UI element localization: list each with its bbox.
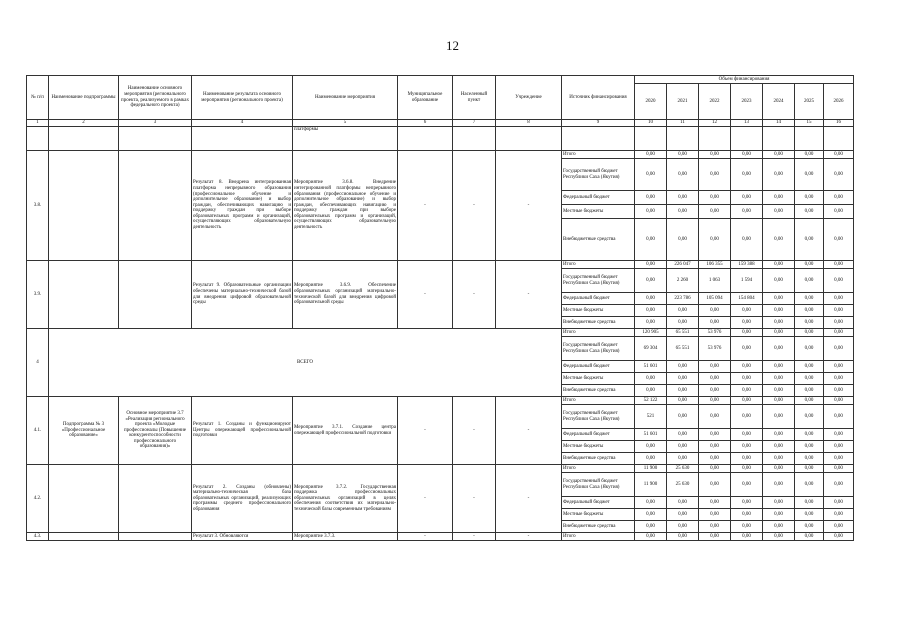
source-cell: Федеральный бюджет <box>562 361 635 373</box>
value-cell: 0,00 <box>795 385 824 397</box>
value-cell: 0,00 <box>699 305 731 317</box>
dash-cell: - <box>496 151 562 261</box>
subprogram-cell <box>49 261 119 329</box>
column-number: 15 <box>795 120 824 127</box>
value-cell: 0,00 <box>731 465 763 473</box>
row-number: 4.3. <box>27 533 49 541</box>
source-cell: Местные бюджеты <box>562 305 635 317</box>
value-cell: 0,00 <box>699 159 731 191</box>
source-cell: Внебюджетные средства <box>562 521 635 533</box>
value-cell: 0,00 <box>699 317 731 329</box>
value-cell: 0,00 <box>763 373 795 385</box>
value-cell: 0,00 <box>824 361 854 373</box>
value-cell: 0,00 <box>699 473 731 497</box>
value-cell: 0,00 <box>795 405 824 429</box>
value-cell: 521 <box>635 405 667 429</box>
value-cell: 0,00 <box>667 429 699 441</box>
event-text: Мероприятие 3.6.8. Внедрение интегрированной платформы непрерывного образования (профессиональное обучение и дополнительное образование) и выбор граждан, обеспечивающих навигацию и поддержку граждан при выборе образовательных программ и организаций, осуществляющих образовательную деятельность <box>293 151 398 261</box>
value-cell: 0,00 <box>731 373 763 385</box>
dash-cell: - <box>398 397 453 465</box>
value-cell: 53 976 <box>699 329 731 337</box>
carry-over-text: платформы <box>293 127 398 151</box>
source-cell: Итого <box>562 151 635 159</box>
value-cell: 0,00 <box>635 305 667 317</box>
source-cell: Государственный бюджет Республики Саха (Якутия) <box>562 269 635 293</box>
value-cell: 0,00 <box>731 429 763 441</box>
value-cell: 0,00 <box>635 151 667 159</box>
source-cell: Местные бюджеты <box>562 205 635 219</box>
value-cell: 0,00 <box>635 497 667 509</box>
value-cell: 0,00 <box>795 219 824 261</box>
value-cell: 52 122 <box>635 397 667 405</box>
column-number: 7 <box>453 120 496 127</box>
value-cell: 0,00 <box>824 429 854 441</box>
value-cell: 0,00 <box>763 317 795 329</box>
total-label: ВСЕГО <box>49 329 562 397</box>
value-cell: 1 063 <box>699 269 731 293</box>
value-cell: 0,00 <box>795 397 824 405</box>
value-cell: 0,00 <box>824 151 854 159</box>
value-cell: 0,00 <box>667 205 699 219</box>
column-number: 14 <box>763 120 795 127</box>
value-cell: 0,00 <box>731 453 763 465</box>
value-cell: 0,00 <box>699 497 731 509</box>
value-cell: 0,00 <box>635 317 667 329</box>
value-cell: 154 804 <box>731 293 763 305</box>
value-cell: 0,00 <box>699 465 731 473</box>
column-number: 6 <box>398 120 453 127</box>
value-cell: 0,00 <box>667 361 699 373</box>
value-cell: 0,00 <box>763 385 795 397</box>
value-cell: 0,00 <box>795 337 824 361</box>
row-number: 4 <box>27 329 49 397</box>
value-cell: 0,00 <box>699 205 731 219</box>
value-cell: 0,00 <box>667 405 699 429</box>
header-funding: Объем финансирования <box>635 76 854 84</box>
value-cell: 0,00 <box>731 405 763 429</box>
column-number: 12 <box>699 120 731 127</box>
source-cell: Федеральный бюджет <box>562 497 635 509</box>
value-cell: 0,00 <box>795 293 824 305</box>
value-cell: 0,00 <box>795 151 824 159</box>
dash-cell: - <box>496 397 562 465</box>
value-cell: 0,00 <box>795 317 824 329</box>
value-cell: 0,00 <box>699 361 731 373</box>
value-cell: 0,00 <box>635 509 667 521</box>
value-cell: 0,00 <box>824 305 854 317</box>
value-cell: 0,00 <box>731 473 763 497</box>
column-number: 11 <box>667 120 699 127</box>
value-cell: 0,00 <box>824 159 854 191</box>
value-cell: 0,00 <box>824 293 854 305</box>
value-cell: 0,00 <box>824 521 854 533</box>
dash-cell: - <box>453 397 496 465</box>
dash-cell: - <box>453 465 496 533</box>
subprogram-cell <box>49 465 119 533</box>
value-cell: 0,00 <box>699 373 731 385</box>
value-cell: 105 094 <box>699 293 731 305</box>
dash-cell: - <box>398 465 453 533</box>
value-cell: 0,00 <box>635 373 667 385</box>
value-cell: 0,00 <box>795 465 824 473</box>
value-cell: 0,00 <box>667 305 699 317</box>
column-number: 13 <box>731 120 763 127</box>
value-cell: 0,00 <box>763 159 795 191</box>
value-cell: 25 630 <box>667 465 699 473</box>
value-cell: 0,00 <box>763 361 795 373</box>
column-number: 1 <box>27 120 49 127</box>
subprogram-cell: Подпрограмма № 3 «Профессиональное образование» <box>49 397 119 465</box>
value-cell: 0,00 <box>731 533 763 541</box>
value-cell: 0,00 <box>763 269 795 293</box>
dash-cell: - <box>496 261 562 329</box>
value-cell: 0,00 <box>795 441 824 453</box>
value-cell: 0,00 <box>667 317 699 329</box>
value-cell: 0,00 <box>699 151 731 159</box>
table-row <box>27 151 854 159</box>
value-cell: 0,00 <box>795 159 824 191</box>
value-cell: 11 900 <box>635 473 667 497</box>
value-cell: 0,00 <box>763 305 795 317</box>
value-cell: 0,00 <box>699 509 731 521</box>
value-cell: 0,00 <box>731 317 763 329</box>
value-cell: 0,00 <box>667 159 699 191</box>
value-cell: 0,00 <box>699 521 731 533</box>
header-year-2025: 2025 <box>795 84 824 120</box>
column-number: 9 <box>562 120 635 127</box>
value-cell: 0,00 <box>763 397 795 405</box>
value-cell: 0,00 <box>731 305 763 317</box>
value-cell: 0,00 <box>667 385 699 397</box>
value-cell: 0,00 <box>731 497 763 509</box>
dash-cell: - <box>398 533 453 541</box>
value-cell: 0,00 <box>763 441 795 453</box>
value-cell: 0,00 <box>667 151 699 159</box>
source-cell: Внебюджетные средства <box>562 385 635 397</box>
source-cell: Федеральный бюджет <box>562 293 635 305</box>
value-cell: 0,00 <box>635 293 667 305</box>
value-cell: 0,00 <box>667 497 699 509</box>
row-number: 3.9. <box>27 261 49 329</box>
source-cell: Государственный бюджет Республики Саха (Якутия) <box>562 405 635 429</box>
value-cell: 120 905 <box>635 329 667 337</box>
header-source: Источник финансирования <box>562 76 635 120</box>
value-cell: 0,00 <box>824 385 854 397</box>
header-event: Наименование мероприятия <box>293 76 398 120</box>
dash-cell: - <box>496 465 562 533</box>
value-cell: 0,00 <box>824 269 854 293</box>
dash-cell: - <box>453 533 496 541</box>
value-cell: 0,00 <box>763 533 795 541</box>
header-main-event: Наименование основного мероприятия (регионального проекта, реализуемого в рамках федерального проекта) <box>119 76 192 120</box>
value-cell: 0,00 <box>731 329 763 337</box>
source-cell: Федеральный бюджет <box>562 429 635 441</box>
value-cell: 0,00 <box>824 533 854 541</box>
value-cell: 69 304 <box>635 337 667 361</box>
value-cell: 2 260 <box>667 269 699 293</box>
value-cell: 0,00 <box>635 521 667 533</box>
value-cell: 0,00 <box>667 397 699 405</box>
value-cell: 0,00 <box>635 533 667 541</box>
header-year-2026: 2026 <box>824 84 854 120</box>
source-cell: Федеральный бюджет <box>562 191 635 205</box>
main-event-cell <box>119 151 192 261</box>
result-text: Результат 8. Внедрена интегрированная платформа непрерывного образования (профессиональное обучение и дополнительное образование) и выбор граждан, обеспечивающих навигацию и поддержку граждан при выборе образовательных программ и организаций, осуществляющих образовательную деятельность <box>192 151 293 261</box>
event-text: Мероприятие 3.7.1. Создание центра опережающей профессиональной подготовки <box>293 397 398 465</box>
value-cell: 0,00 <box>795 191 824 205</box>
value-cell: 0,00 <box>699 385 731 397</box>
source-cell: Государственный бюджет Республики Саха (Якутия) <box>562 337 635 361</box>
value-cell: 0,00 <box>824 329 854 337</box>
source-cell: Внебюджетные средства <box>562 219 635 261</box>
value-cell: 0,00 <box>667 191 699 205</box>
value-cell: 51 601 <box>635 429 667 441</box>
value-cell: 0,00 <box>699 441 731 453</box>
value-cell: 159 388 <box>731 261 763 269</box>
value-cell: 0,00 <box>824 373 854 385</box>
value-cell: 0,00 <box>635 385 667 397</box>
value-cell: 223 786 <box>667 293 699 305</box>
value-cell: 0,00 <box>731 191 763 205</box>
value-cell: 65 551 <box>667 329 699 337</box>
dash-cell: - <box>398 261 453 329</box>
value-cell: 53 976 <box>699 337 731 361</box>
source-cell: Итого <box>562 533 635 541</box>
event-text: Мероприятие 3.7.3. <box>293 533 398 541</box>
value-cell: 0,00 <box>795 373 824 385</box>
source-cell: Местные бюджеты <box>562 441 635 453</box>
value-cell: 0,00 <box>795 533 824 541</box>
column-number: 3 <box>119 120 192 127</box>
value-cell: 0,00 <box>795 497 824 509</box>
event-text: Мероприятие 3.7.2. Государственная поддержка профессиональных образовательных организаций в целях обеспечения соответствия их материально-технической базы современным требованиям <box>293 465 398 533</box>
result-text: Результат 1. Созданы и функционируют Центры опережающей профессиональной подготовки <box>192 397 293 465</box>
source-cell: Итого <box>562 329 635 337</box>
financing-table <box>26 75 854 541</box>
value-cell: 0,00 <box>635 219 667 261</box>
row-number: 4.1. <box>27 397 49 465</box>
value-cell: 0,00 <box>667 521 699 533</box>
value-cell: 0,00 <box>731 521 763 533</box>
value-cell: 0,00 <box>763 429 795 441</box>
header-result: Наименование результата основного мероприятия (регионального проекта) <box>192 76 293 120</box>
value-cell: 0,00 <box>731 159 763 191</box>
header-year-2020: 2020 <box>635 84 667 120</box>
column-number: 5 <box>293 120 398 127</box>
value-cell: 0,00 <box>635 205 667 219</box>
row-number: 4.2. <box>27 465 49 533</box>
value-cell: 0,00 <box>795 361 824 373</box>
value-cell: 25 630 <box>667 473 699 497</box>
value-cell: 0,00 <box>795 473 824 497</box>
value-cell: 0,00 <box>824 453 854 465</box>
page-number: 12 <box>446 38 459 53</box>
value-cell: 0,00 <box>763 509 795 521</box>
value-cell: 0,00 <box>795 453 824 465</box>
value-cell: 0,00 <box>763 329 795 337</box>
value-cell: 0,00 <box>795 509 824 521</box>
value-cell: 0,00 <box>635 159 667 191</box>
dash-cell: - <box>453 151 496 261</box>
source-cell: Местные бюджеты <box>562 509 635 521</box>
column-number: 4 <box>192 120 293 127</box>
result-text: Результат 3. Обновляются <box>192 533 293 541</box>
value-cell: 0,00 <box>795 329 824 337</box>
value-cell: 0,00 <box>731 205 763 219</box>
value-cell: 0,00 <box>635 441 667 453</box>
value-cell: 0,00 <box>763 405 795 429</box>
dash-cell: - <box>398 151 453 261</box>
value-cell: 0,00 <box>635 261 667 269</box>
value-cell: 0,00 <box>635 453 667 465</box>
value-cell: 0,00 <box>731 385 763 397</box>
result-text: Результат 9. Образовательные организации обеспечены материально-технической базой для внедрения цифровой образовательной среды <box>192 261 293 329</box>
value-cell: 0,00 <box>795 305 824 317</box>
table-row <box>27 261 854 269</box>
value-cell: 0,00 <box>824 497 854 509</box>
value-cell: 11 900 <box>635 465 667 473</box>
value-cell: 0,00 <box>795 205 824 219</box>
value-cell: 0,00 <box>699 219 731 261</box>
value-cell: 0,00 <box>667 533 699 541</box>
column-number: 10 <box>635 120 667 127</box>
value-cell: 0,00 <box>763 293 795 305</box>
value-cell: 0,00 <box>699 397 731 405</box>
value-cell: 0,00 <box>699 453 731 465</box>
dash-cell: - <box>453 261 496 329</box>
value-cell: 0,00 <box>699 533 731 541</box>
header-subprogram: Наименование подпрограммы <box>49 76 119 120</box>
value-cell: 0,00 <box>731 441 763 453</box>
value-cell: 0,00 <box>824 509 854 521</box>
column-number: 8 <box>496 120 562 127</box>
result-text: Результат 2. Созданы (обновлены) материально-техническая база образовательных организаций, реализующих программы среднего профессионального образования <box>192 465 293 533</box>
value-cell: 0,00 <box>763 337 795 361</box>
value-cell: 0,00 <box>824 219 854 261</box>
value-cell: 0,00 <box>763 473 795 497</box>
value-cell: 0,00 <box>667 373 699 385</box>
dash-cell: - <box>496 533 562 541</box>
value-cell: 0,00 <box>667 453 699 465</box>
value-cell: 51 601 <box>635 361 667 373</box>
value-cell: 0,00 <box>763 219 795 261</box>
table-row <box>27 533 854 541</box>
value-cell: 0,00 <box>795 429 824 441</box>
table-row <box>27 397 854 405</box>
source-cell: Итого <box>562 465 635 473</box>
header-year-2022: 2022 <box>699 84 731 120</box>
value-cell: 0,00 <box>824 261 854 269</box>
value-cell: 1 594 <box>731 269 763 293</box>
value-cell: 0,00 <box>824 473 854 497</box>
value-cell: 0,00 <box>667 219 699 261</box>
value-cell: 0,00 <box>699 429 731 441</box>
value-cell: 0,00 <box>635 269 667 293</box>
value-cell: 0,00 <box>824 441 854 453</box>
value-cell: 0,00 <box>731 219 763 261</box>
value-cell: 65 551 <box>667 337 699 361</box>
subprogram-cell <box>49 151 119 261</box>
header-settlement: Населенный пункт <box>453 76 496 120</box>
column-number: 16 <box>824 120 854 127</box>
column-number: 2 <box>49 120 119 127</box>
header-year-2023: 2023 <box>731 84 763 120</box>
value-cell: 0,00 <box>824 317 854 329</box>
main-event-cell <box>119 465 192 533</box>
value-cell: 0,00 <box>824 405 854 429</box>
value-cell: 0,00 <box>763 453 795 465</box>
source-cell: Итого <box>562 261 635 269</box>
value-cell: 0,00 <box>795 521 824 533</box>
header-num: № п/п <box>27 76 49 120</box>
value-cell: 0,00 <box>635 191 667 205</box>
value-cell: 0,00 <box>763 151 795 159</box>
value-cell: 0,00 <box>763 497 795 509</box>
source-cell: Итого <box>562 397 635 405</box>
row-number: 3.8. <box>27 151 49 261</box>
value-cell: 0,00 <box>731 337 763 361</box>
value-cell: 0,00 <box>824 205 854 219</box>
value-cell: 0,00 <box>824 337 854 361</box>
table-row <box>27 329 854 337</box>
header-institution: Учреждение <box>496 76 562 120</box>
value-cell: 0,00 <box>667 509 699 521</box>
value-cell: 0,00 <box>699 191 731 205</box>
value-cell: 226 047 <box>667 261 699 269</box>
header-municipality: Муниципальное образование <box>398 76 453 120</box>
value-cell: 0,00 <box>699 405 731 429</box>
table-row <box>27 465 854 473</box>
value-cell: 0,00 <box>731 397 763 405</box>
header-year-2024: 2024 <box>763 84 795 120</box>
value-cell: 0,00 <box>731 361 763 373</box>
event-text: Мероприятие 3.6.9. Обеспечение образовательных организаций материально-технической базой для внедрения цифровой образовательной среды <box>293 261 398 329</box>
value-cell: 0,00 <box>763 465 795 473</box>
source-cell: Внебюджетные средства <box>562 317 635 329</box>
value-cell: 0,00 <box>763 191 795 205</box>
value-cell: 0,00 <box>763 205 795 219</box>
source-cell: Государственный бюджет Республики Саха (Якутия) <box>562 159 635 191</box>
source-cell: Внебюджетные средства <box>562 453 635 465</box>
value-cell: 0,00 <box>763 521 795 533</box>
value-cell: 0,00 <box>795 261 824 269</box>
value-cell: 0,00 <box>763 261 795 269</box>
value-cell: 0,00 <box>731 509 763 521</box>
value-cell: 0,00 <box>824 191 854 205</box>
source-cell: Местные бюджеты <box>562 373 635 385</box>
main-event-cell: Основное мероприятие 3.7 «Реализация регионального проекта «Молодые профессионалы (Повышение конкурентоспособности профессионального образования)» <box>119 397 192 465</box>
value-cell: 0,00 <box>731 151 763 159</box>
main-event-cell <box>119 261 192 329</box>
value-cell: 0,00 <box>667 441 699 453</box>
header-year-2021: 2021 <box>667 84 699 120</box>
value-cell: 0,00 <box>795 269 824 293</box>
value-cell: 0,00 <box>824 465 854 473</box>
value-cell: 106 355 <box>699 261 731 269</box>
source-cell: Государственный бюджет Республики Саха (Якутия) <box>562 473 635 497</box>
value-cell: 0,00 <box>824 397 854 405</box>
